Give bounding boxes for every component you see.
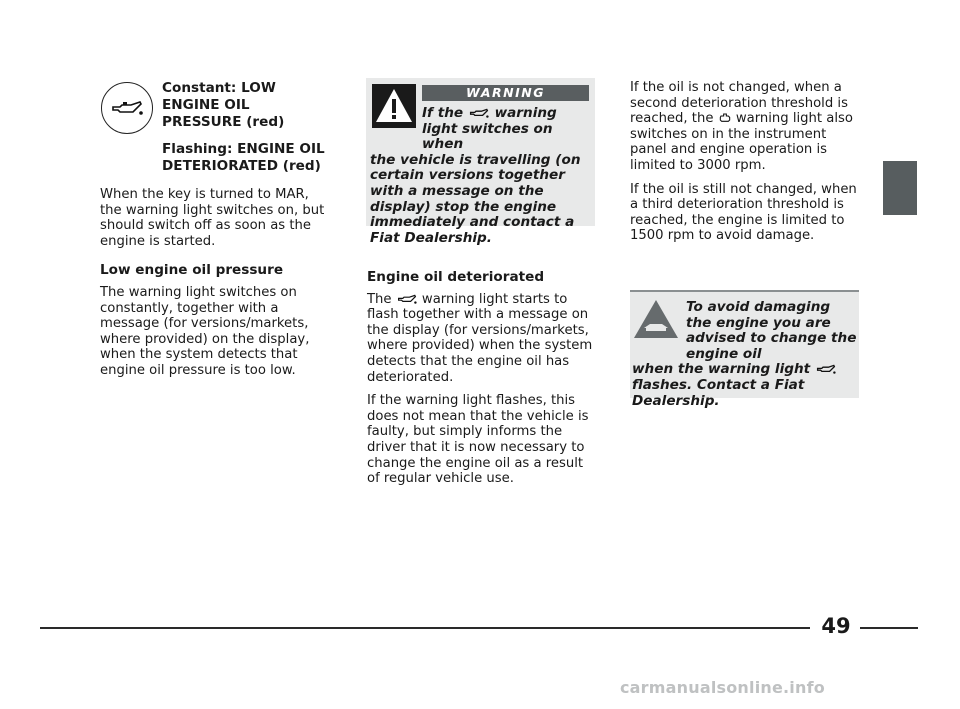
engine-oil-deteriorated-heading: Engine oil deteriorated — [367, 269, 545, 285]
oil-icon — [815, 363, 837, 375]
footer-rule-right — [860, 627, 918, 629]
watermark: carmanualsonline.info — [620, 678, 825, 697]
low-pressure-paragraph: The warning light switches on constantly, together with a message (for versions/markets, where provided) on the display, when the system detects that engine oil pressure is too low. — [100, 284, 310, 378]
note-text-bottom: when the warning light flashes. Contact a Fiat Dealership. — [632, 361, 837, 408]
page-number: 49 — [821, 614, 851, 638]
warning-text-body: the vehicle is travelling (on certain versions together with a message on the display) stop the engine immediately and contact a Fiat Dealership. — [370, 151, 581, 246]
footer-rule-left — [40, 627, 810, 629]
right-column — [630, 80, 858, 252]
note-box-top-rule — [630, 290, 859, 292]
right-paragraph-1: If the oil is not changed, when a second deterioration threshold is reached, the warning light also switches on in the instrument panel and engine operation is limited to 3000 rpm. — [630, 80, 853, 173]
warning-text-top: If the warning light switches on when — [422, 105, 557, 153]
engine-fault-icon — [718, 112, 732, 124]
warning-label: WARNING — [422, 85, 589, 101]
right-paragraph-2: If the oil is still not changed, when a third deterioration threshold is reached, the engine is limited to 1500 rpm to avoid damage. — [630, 181, 857, 244]
section-tab-marker — [883, 161, 917, 215]
constant-status: Constant: LOW ENGINE OIL PRESSURE (red) — [162, 80, 285, 130]
oil-icon — [468, 107, 490, 119]
note-box — [630, 290, 859, 409]
deteriorated-paragraph-2: If the warning light flashes, this does not mean that the vehicle is faulty, but simply informs the driver that it is now necessary to change the engine oil as a result of regular vehicle use. — [367, 393, 589, 487]
intro-paragraph: When the key is turned to MAR, the warning light switches on, but should switch off as soon as the engine is started. — [100, 187, 325, 249]
note-text-top: To avoid damaging the engine you are advised to change the engine oil — [686, 299, 857, 362]
low-pressure-heading: Low engine oil pressure — [100, 262, 284, 279]
middle-column — [367, 270, 595, 495]
deteriorated-paragraph-1: The warning light starts to flash together with a message on the display (for versions/markets, where provided) when the system detects that the engine oil has deteriorated. — [367, 291, 593, 385]
flashing-status: Flashing: ENGINE OIL DETERIORATED (red) — [162, 141, 325, 174]
warning-box — [366, 78, 595, 246]
oil-icon — [396, 293, 418, 305]
left-column — [100, 80, 332, 387]
